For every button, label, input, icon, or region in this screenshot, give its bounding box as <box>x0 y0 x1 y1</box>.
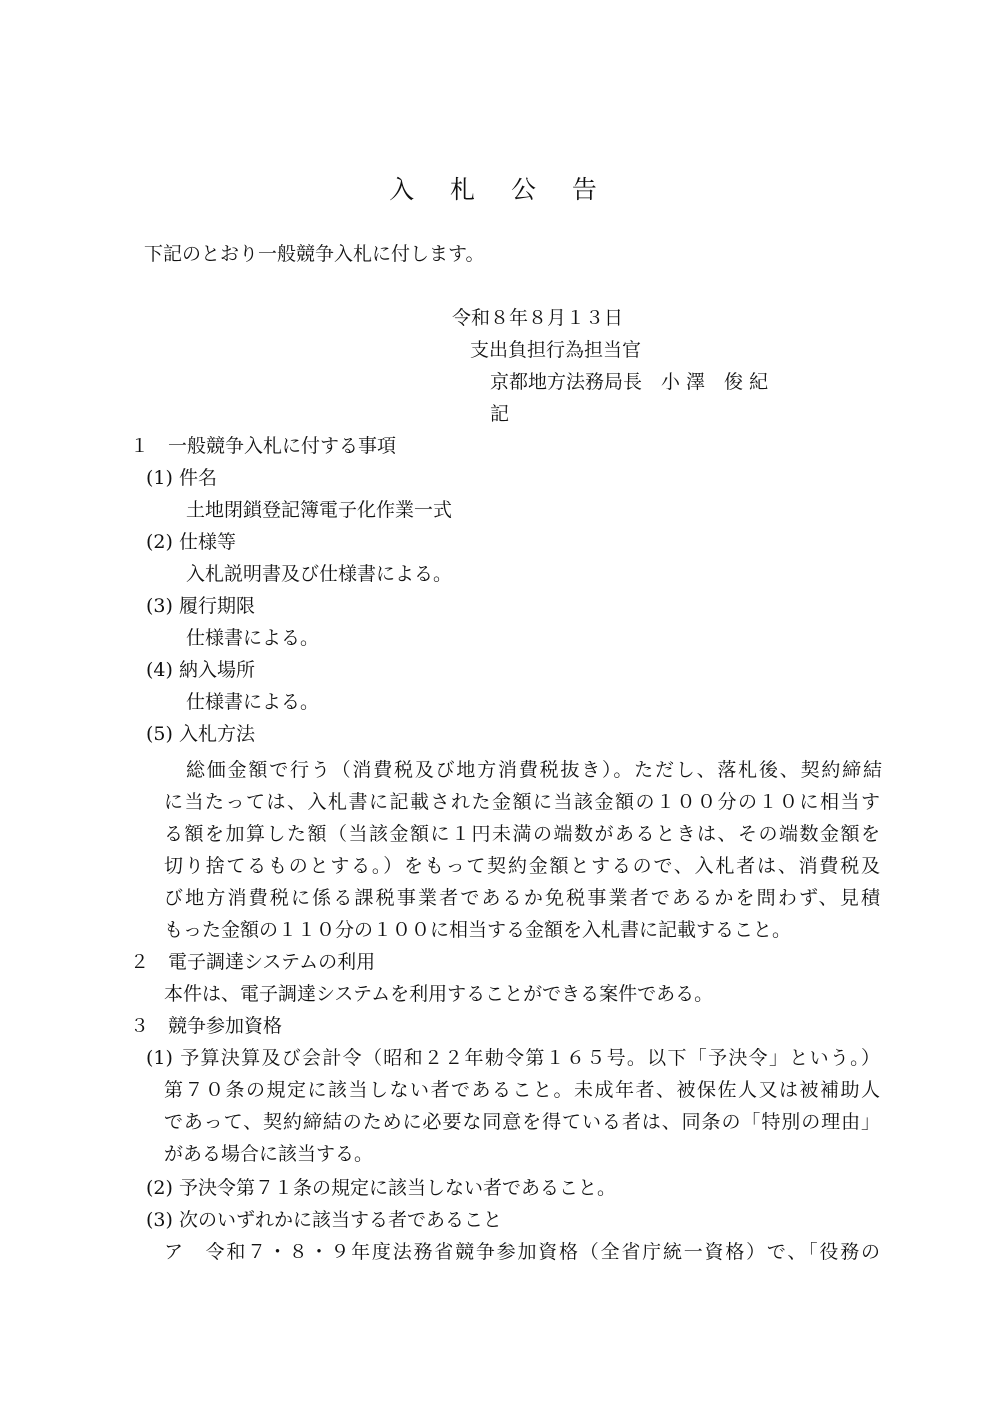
ki-marker: 記 <box>490 403 510 425</box>
item-3-1-line: がある場合に該当する。 <box>164 1143 374 1165</box>
item-3-3-a-text: ア 令和７・８・９年度法務省競争参加資格（全省庁統一資格）で、「役務の <box>164 1241 880 1263</box>
item-1-5-line: もった金額の１１０分の１００に相当する金額を入札書に記載すること。 <box>164 919 792 941</box>
item-1-4-label: (4) 納入場所 <box>146 659 255 681</box>
section-2-heading: ２ 電子調達システムの利用 <box>130 951 376 973</box>
item-1-5-line: に当たっては、入札書に記載された金額に当該金額の１００分の１０に相当す <box>164 791 880 813</box>
page-title: 入 札 公 告 <box>389 175 611 204</box>
item-1-5-line: 総価金額で行う（消費税及び地方消費税抜き）。ただし、落札後、契約締結 <box>186 759 882 781</box>
item-3-1-line: (1) 予算決算及び会計令（昭和２２年勅令第１６５号。以下「予決令」という。） <box>146 1047 880 1069</box>
item-1-1-label: (1) 件名 <box>146 467 217 489</box>
item-1-5-line: 切り捨てるものとする。）をもって契約金額とするので、入札者は、消費税及 <box>164 855 880 877</box>
item-1-3-body: 仕様書による。 <box>186 627 320 649</box>
intro-text: 下記のとおり一般競争入札に付します。 <box>144 243 485 265</box>
item-1-5-line: び地方消費税に係る課税事業者であるか免税事業者であるかを問わず、見積 <box>164 887 880 909</box>
item-3-1-line: であって、契約締結のために必要な同意を得ている者は、同条の「特別の理由」 <box>164 1111 880 1133</box>
item-3-3-text: (3) 次のいずれかに該当する者であること <box>146 1209 502 1231</box>
issuer-name: 京都地方法務局長 小 澤 俊 紀 <box>490 371 769 393</box>
item-1-4-body: 仕様書による。 <box>186 691 320 713</box>
section-3-heading: ３ 競争参加資格 <box>130 1015 283 1037</box>
item-1-2-label: (2) 仕様等 <box>146 531 236 553</box>
issuer-role: 支出負担行為担当官 <box>470 339 642 361</box>
item-3-1-line: 第７０条の規定に該当しない者であること。未成年者、被保佐人又は被補助人 <box>164 1079 880 1101</box>
section-1-heading: １ 一般競争入札に付する事項 <box>130 435 397 457</box>
item-1-5-line: る額を加算した額（当該金額に１円未満の端数があるときは、その端数金額を <box>164 823 880 845</box>
section-2-body: 本件は、電子調達システムを利用することができる案件である。 <box>164 983 714 1005</box>
item-1-5-label: (5) 入札方法 <box>146 723 255 745</box>
item-1-2-body: 入札説明書及び仕様書による。 <box>186 563 453 585</box>
notice-date: 令和８年８月１３日 <box>452 307 624 329</box>
item-1-3-label: (3) 履行期限 <box>146 595 255 617</box>
item-3-2-text: (2) 予決令第７１条の規定に該当しない者であること。 <box>146 1177 616 1199</box>
item-1-1-body: 土地閉鎖登記簿電子化作業一式 <box>186 499 453 521</box>
